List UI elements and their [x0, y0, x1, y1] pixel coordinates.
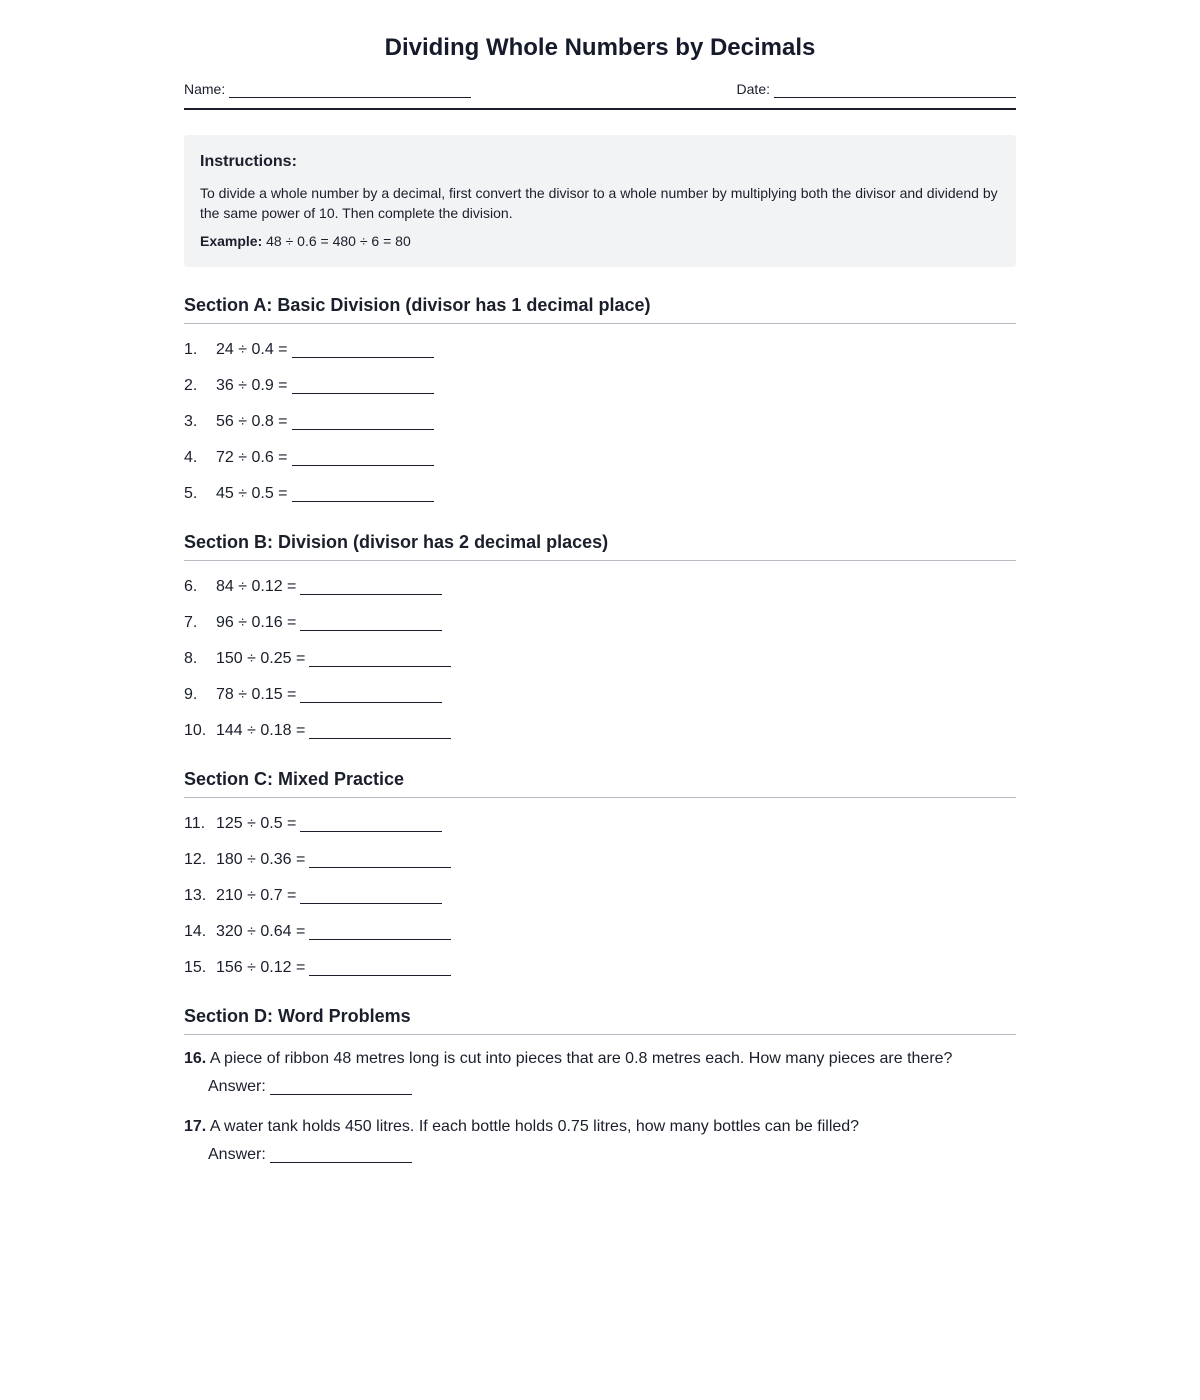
problem-item: [184, 396, 1016, 432]
answer-blank[interactable]: [292, 377, 434, 394]
date-field: [737, 80, 1016, 98]
problem-number: 10.: [184, 722, 207, 739]
problem-item: [184, 597, 1016, 633]
section-c: [184, 767, 1016, 978]
problem-expression: 150 ÷ 0.25 =: [216, 650, 306, 667]
answer-blank[interactable]: [300, 887, 442, 904]
problem-item: [184, 669, 1016, 705]
example-line: [200, 231, 1000, 251]
word-problem: [184, 1049, 1016, 1097]
date-label: Date:: [736, 81, 770, 97]
instructions-box: [184, 135, 1016, 267]
problem-number: 4.: [184, 449, 198, 466]
answer-blank[interactable]: [309, 722, 451, 739]
instructions-heading: Instructions:: [200, 153, 297, 170]
section-a: [184, 293, 1016, 504]
problem-expression: 24 ÷ 0.4 =: [216, 341, 288, 358]
problem-number: 15.: [184, 959, 207, 976]
problem-expression: 84 ÷ 0.12 =: [216, 578, 297, 595]
problem-number: 17.: [184, 1118, 207, 1135]
problem-expression: 180 ÷ 0.36 =: [216, 851, 306, 868]
section-title: Section B: Division (divisor has 2 decimal places): [184, 530, 1016, 561]
answer-row: [184, 1145, 1016, 1165]
name-date-row: [184, 80, 1016, 110]
problem-item: [184, 906, 1016, 942]
word-problem-list: [184, 1035, 1016, 1165]
answer-label: Answer:: [208, 1078, 266, 1095]
problem-item: [184, 810, 1016, 834]
problem-expression: 36 ÷ 0.9 =: [216, 377, 288, 394]
problem-item: [184, 432, 1016, 468]
problem-expression: 45 ÷ 0.5 =: [216, 485, 288, 502]
problem-number: 7.: [184, 614, 198, 631]
answer-blank[interactable]: [270, 1146, 412, 1163]
problem-item: [184, 633, 1016, 669]
answer-blank[interactable]: [300, 578, 442, 595]
answer-label: Answer:: [208, 1146, 266, 1163]
problem-expression: 156 ÷ 0.12 =: [216, 959, 306, 976]
problem-item: [184, 705, 1016, 741]
page-title: Dividing Whole Numbers by Decimals: [384, 34, 816, 61]
answer-blank[interactable]: [309, 851, 451, 868]
problem-number: 2.: [184, 377, 198, 394]
problem-number: 3.: [184, 413, 198, 430]
section-title: Section D: Word Problems: [184, 1004, 1016, 1035]
answer-blank[interactable]: [292, 413, 434, 430]
problem-item: [184, 360, 1016, 396]
section-d: [184, 1004, 1016, 1165]
problem-list: [184, 561, 1016, 741]
instructions-text: To divide a whole number by a decimal, first convert the divisor to a whole number by multiplying both the divisor and dividend by the same power of 10. Then complete the division.: [200, 185, 998, 221]
answer-blank[interactable]: [309, 650, 451, 667]
problem-list: [184, 324, 1016, 504]
problem-expression: 72 ÷ 0.6 =: [216, 449, 288, 466]
problem-expression: 78 ÷ 0.15 =: [216, 686, 297, 703]
answer-row: [184, 1077, 1016, 1097]
problem-number: 8.: [184, 650, 198, 667]
problem-number: 5.: [184, 485, 198, 502]
answer-blank[interactable]: [292, 449, 434, 466]
example-text: 48 ÷ 0.6 = 480 ÷ 6 = 80: [262, 233, 411, 249]
section-title: Section C: Mixed Practice: [184, 767, 1016, 798]
problem-number: 11.: [184, 815, 206, 832]
answer-blank[interactable]: [300, 614, 442, 631]
problem-expression: 210 ÷ 0.7 =: [216, 887, 297, 904]
word-problem-text: A water tank holds 450 litres. If each bottle holds 0.75 litres, how many bottles can be filled?: [209, 1118, 860, 1135]
problem-item: [184, 942, 1016, 978]
word-problem-question: [184, 1117, 1016, 1137]
name-input-line[interactable]: [229, 83, 471, 98]
section-title: Section A: Basic Division (divisor has 1 decimal place): [184, 293, 1016, 324]
problem-expression: 144 ÷ 0.18 =: [216, 722, 306, 739]
problem-number: 6.: [184, 578, 198, 595]
section-b: [184, 530, 1016, 741]
name-label: Name:: [184, 81, 226, 97]
problem-expression: 125 ÷ 0.5 =: [216, 815, 297, 832]
problem-list: [184, 798, 1016, 978]
problem-number: 16.: [184, 1050, 207, 1067]
problem-expression: 96 ÷ 0.16 =: [216, 614, 297, 631]
word-problem-question: [184, 1049, 1016, 1069]
problem-number: 14.: [184, 923, 207, 940]
problem-item: [184, 834, 1016, 870]
problem-item: [184, 573, 1016, 597]
worksheet-page: [184, 0, 1016, 1165]
problem-number: 1.: [184, 341, 198, 358]
name-field: [184, 80, 471, 98]
problem-number: 9.: [184, 686, 198, 703]
problem-number: 12.: [184, 851, 207, 868]
answer-blank[interactable]: [292, 485, 434, 502]
answer-blank[interactable]: [270, 1078, 412, 1095]
word-problem: [184, 1117, 1016, 1165]
answer-blank[interactable]: [300, 686, 442, 703]
answer-blank[interactable]: [309, 959, 451, 976]
date-input-line[interactable]: [774, 83, 1016, 98]
answer-blank[interactable]: [309, 923, 451, 940]
problem-item: [184, 336, 1016, 360]
problem-expression: 320 ÷ 0.64 =: [216, 923, 306, 940]
problem-item: [184, 870, 1016, 906]
word-problem-text: A piece of ribbon 48 metres long is cut into pieces that are 0.8 metres each. How many pieces are there?: [209, 1050, 953, 1067]
problem-number: 13.: [184, 887, 207, 904]
problem-expression: 56 ÷ 0.8 =: [216, 413, 288, 430]
answer-blank[interactable]: [300, 815, 442, 832]
example-label: Example:: [200, 233, 263, 249]
answer-blank[interactable]: [292, 341, 434, 358]
problem-item: [184, 468, 1016, 504]
